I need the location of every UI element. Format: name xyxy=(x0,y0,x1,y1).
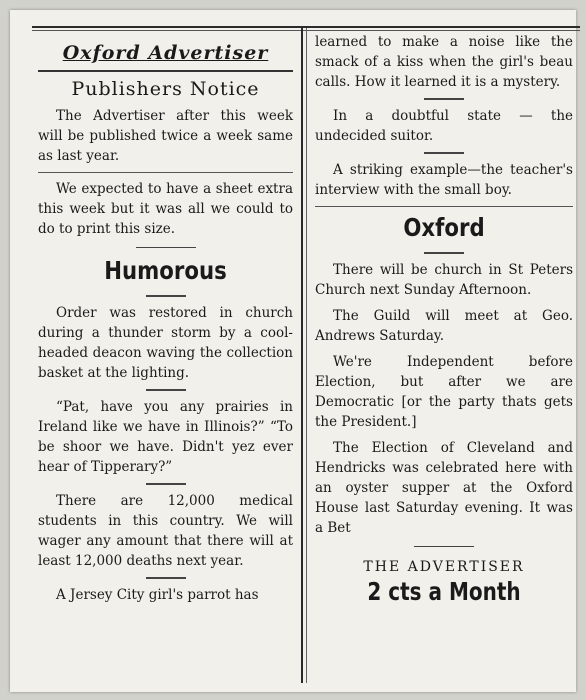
humor-paragraph: There are 12,000 medical students in this country. We will wager any amount that there will at least 12,000 deaths next year. xyxy=(38,493,293,569)
footer-price: 2 cts a Month xyxy=(367,577,521,606)
short-divider xyxy=(424,152,464,154)
short-divider xyxy=(136,247,196,248)
oxford-title: Oxford xyxy=(403,213,485,242)
oxford-paragraph: The Guild will meet at Geo. Andrews Saturday. xyxy=(315,308,573,344)
newspaper-page xyxy=(10,10,576,692)
short-divider xyxy=(146,389,186,391)
humor-paragraph: “Pat, have you any prairies in Ireland like we have in Illinois?” “To be shoor we have. Didn't yez ever hear of Tipperary?” xyxy=(38,399,293,475)
divider xyxy=(315,206,573,207)
short-divider xyxy=(146,483,186,485)
humorous-title: Humorous xyxy=(104,256,227,285)
short-divider xyxy=(424,98,464,100)
short-divider xyxy=(146,577,186,579)
oxford-paragraph: The Election of Cleveland and Hendricks was celebrated here with an oyster supper at the Oxford House last Saturday evening. It was a Bet xyxy=(315,440,573,536)
column-separator xyxy=(301,28,303,683)
humor-paragraph: A Jersey City girl's parrot has xyxy=(56,587,259,603)
column-separator-secondary xyxy=(306,28,307,683)
masthead: Oxford Advertiser xyxy=(62,42,269,64)
left-column xyxy=(38,32,293,611)
short-divider xyxy=(424,252,464,254)
humor-paragraph: In a doubtful state — the undecided suitor. xyxy=(315,108,573,144)
footer-advertiser: THE ADVERTISER xyxy=(363,559,525,575)
humor-paragraph: Order was restored in church during a thunder storm by a cool-headed deacon waving the collection basket at the lighting. xyxy=(38,305,293,381)
oxford-paragraph: There will be church in St Peters Church next Sunday Afternoon. xyxy=(315,262,573,298)
divider xyxy=(38,70,293,72)
humor-paragraph: A striking example—the teacher's interview with the small boy. xyxy=(315,162,573,198)
humor-paragraph-continued: learned to make a noise like the smack of a kiss when the girl's beau calls. How it learned it is a mystery. xyxy=(315,34,573,90)
publishers-notice-title: Publishers Notice xyxy=(71,78,260,100)
notice-paragraph: We expected to have a sheet extra this week but it was all we could to do to print this size. xyxy=(38,181,293,237)
oxford-paragraph: We're Independent before Election, but after we are Democratic [or the party thats gets the President.] xyxy=(315,354,573,430)
short-divider xyxy=(414,546,474,547)
short-divider xyxy=(146,295,186,297)
right-column xyxy=(315,32,573,606)
notice-paragraph: The Advertiser after this week will be published twice a week same as last year. xyxy=(38,108,293,164)
divider xyxy=(38,172,293,173)
